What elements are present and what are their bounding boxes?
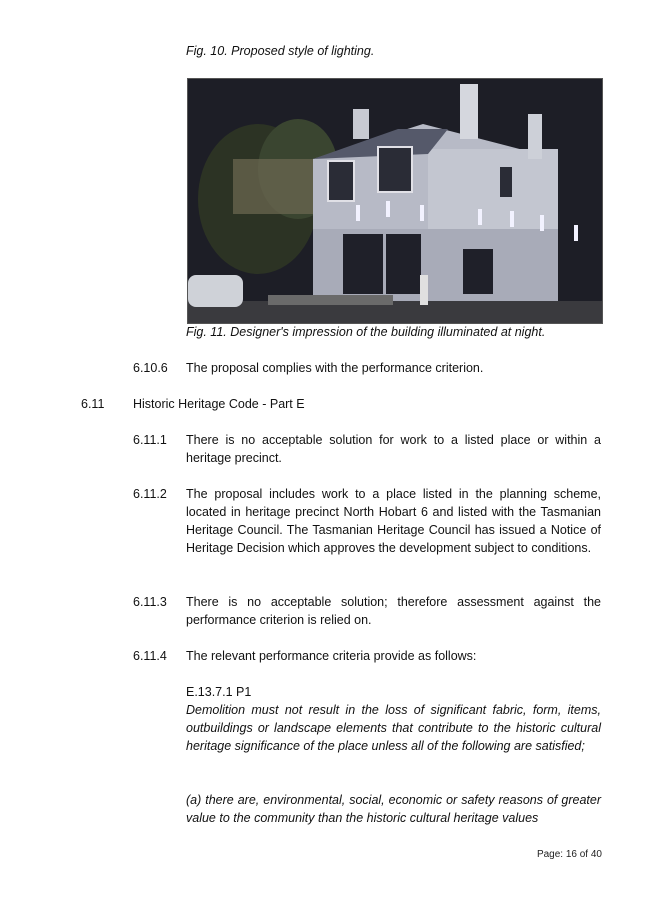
criterion-text: Demolition must not result in the loss of significant fabric, form, items, outbuildings or landscape elements that contribute to the historic cultural heritage significance of the place unless all of the following are satisfied; [186,703,601,753]
page-number: Page: 16 of 40 [536,849,602,860]
fig10-caption: Fig. 10. Proposed style of lighting. [186,44,375,58]
heading-title: Historic Heritage Code - Part E [133,397,305,411]
section-number: 6.10.6 [133,361,168,375]
section-text: There is no acceptable solution for work to a listed place or within a heritage precinct. [186,433,601,465]
heading-number: 6.11 [81,397,105,411]
section-number: 6.11.1 [133,433,167,447]
section-text: The proposal includes work to a place listed in the planning scheme, located in heritage precinct North Hobart 6 and listed with the Tasmanian Heritage Council. The Tasmanian Heritage Council has issued a Notice of Heritage Decision which approves the development subject to conditions. [186,487,601,555]
section-number: 6.11.2 [133,487,167,501]
criterion-item-a: (a) there are, environmental, social, economic or safety reasons of greater value to the community than the historic cultural heritage values [186,793,601,825]
section-text: There is no acceptable solution; therefore assessment against the performance criterion is relied on. [186,595,601,627]
building-illustration [188,79,602,323]
criterion-code: E.13.7.1 P1 [186,685,252,699]
section-number: 6.11.4 [133,649,167,663]
section-text: The proposal complies with the performance criterion. [186,361,484,375]
building-night-image [187,78,603,324]
fig11-caption: Fig. 11. Designer's impression of the building illuminated at night. [186,325,546,339]
section-number: 6.11.3 [133,595,167,609]
section-text: The relevant performance criteria provide as follows: [186,649,477,663]
